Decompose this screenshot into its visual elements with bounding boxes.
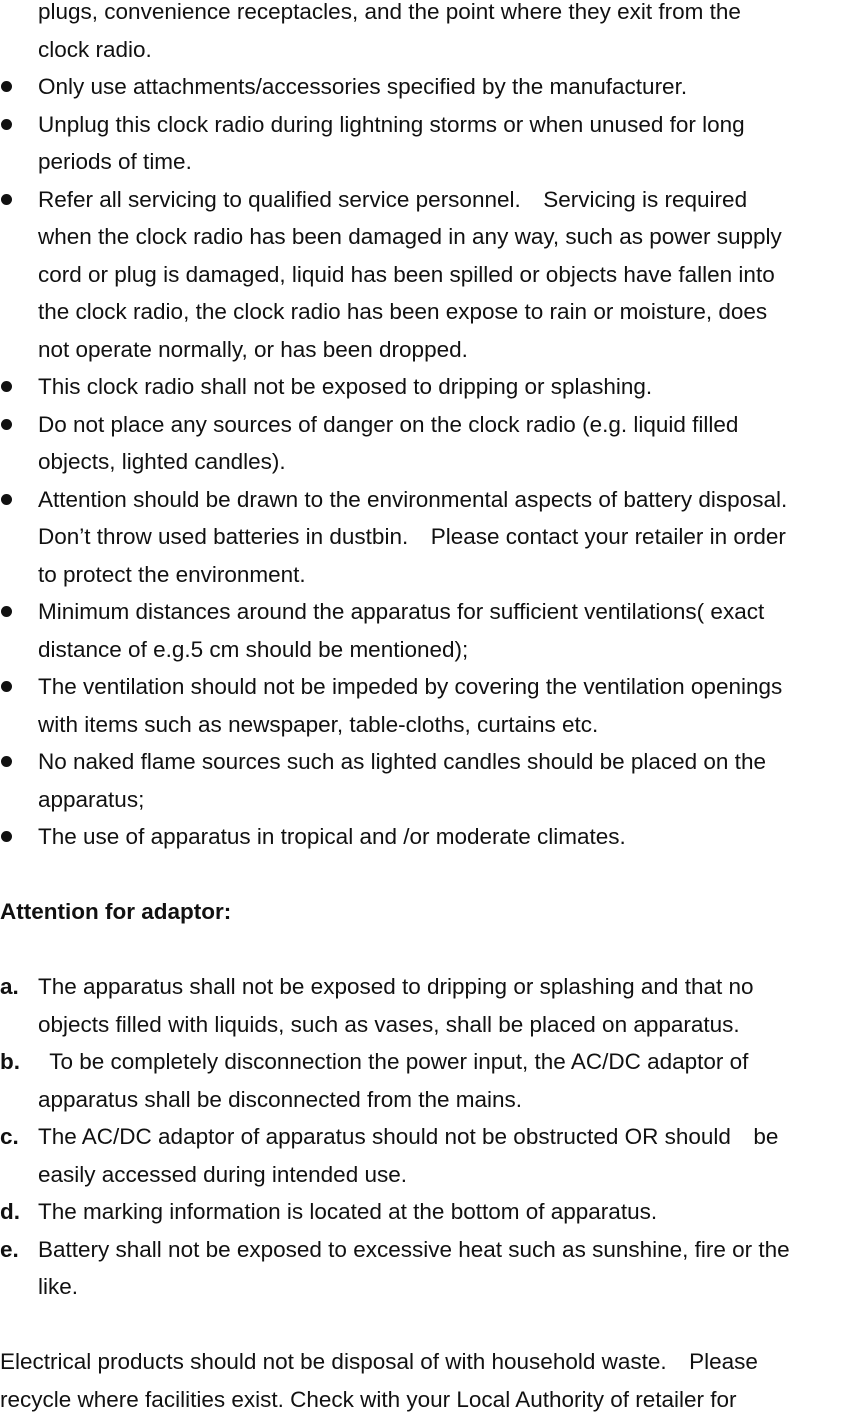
bullet-item <box>0 668 864 743</box>
item-letter: e. <box>0 1236 19 1262</box>
bullet-dot-icon <box>1 419 12 430</box>
text-line: like. <box>38 1274 79 1299</box>
bullet-dot-icon <box>1 831 12 842</box>
adaptor-item <box>0 1118 864 1193</box>
text-line: Attention should be drawn to the environmental aspects of battery disposal. <box>38 486 788 512</box>
continued-safety-text <box>0 0 864 68</box>
text-line: No naked flame sources such as lighted candles should be placed on the <box>38 749 766 774</box>
text-line: This clock radio shall not be exposed to dripping or splashing. <box>38 374 653 399</box>
text-line: The use of apparatus in tropical and /or moderate climates. <box>38 824 626 849</box>
bullet-item <box>0 368 864 406</box>
item-letter: b. <box>0 1049 20 1074</box>
adaptor-item <box>0 1193 864 1231</box>
text-line: easily accessed during intended use. <box>38 1161 407 1187</box>
text-line: Electrical products should not be disposal of with household waste. Please <box>0 1349 758 1374</box>
text-line: plugs, convenience receptacles, and the point where they exit from the <box>38 0 741 24</box>
spacer <box>0 856 864 894</box>
text-line: Minimum distances around the apparatus for sufficient ventilations( exact <box>38 599 765 624</box>
closing-paragraph <box>0 1343 864 1412</box>
bullet-item <box>0 743 864 818</box>
text-line: The ventilation should not be impeded by covering the ventilation openings <box>38 674 783 699</box>
text-line: cord or plug is damaged, liquid has been spilled or objects have fallen into <box>38 261 775 287</box>
bullet-dot-icon <box>1 81 12 92</box>
text-line: periods of time. <box>38 149 192 174</box>
text-line: clock radio. <box>38 36 152 62</box>
bullet-dot-icon <box>1 381 12 392</box>
text-line: Do not place any sources of danger on the clock radio (e.g. liquid filled <box>38 411 739 437</box>
bullet-item <box>0 106 864 181</box>
text-line: with items such as newspaper, table-cloths, curtains etc. <box>38 711 599 737</box>
text-line: when the clock radio has been damaged in any way, such as power supply <box>38 224 782 249</box>
bullet-item <box>0 818 864 856</box>
bullet-dot-icon <box>1 119 12 130</box>
spacer <box>0 931 864 969</box>
item-letter: c. <box>0 1124 19 1149</box>
bullet-item <box>0 593 864 668</box>
text-line: the clock radio, the clock radio has been expose to rain or moisture, does <box>38 299 768 324</box>
text-line: objects, lighted candles). <box>38 449 286 474</box>
text-line: to protect the environment. <box>38 561 306 587</box>
text-line: Unplug this clock radio during lightning storms or when unused for long <box>38 111 745 137</box>
text-line: apparatus; <box>38 786 145 812</box>
text-line: The marking information is located at the bottom of apparatus. <box>38 1199 658 1224</box>
bullet-dot-icon <box>1 194 12 205</box>
text-line: The apparatus shall not be exposed to dripping or splashing and that no <box>38 974 754 999</box>
text-line: not operate normally, or has been dropped. <box>38 336 468 362</box>
bullet-item <box>0 68 864 106</box>
bullet-dot-icon <box>1 606 12 617</box>
text-line: The AC/DC adaptor of apparatus should not be obstructed OR should be <box>38 1124 779 1149</box>
text-line: Don’t throw used batteries in dustbin. Please contact your retailer in order <box>38 524 786 549</box>
bullet-item <box>0 181 864 369</box>
text-line: apparatus shall be disconnected from the mains. <box>38 1086 523 1112</box>
text-line: Refer all servicing to qualified service personnel. Servicing is required <box>38 186 748 212</box>
text-line: Only use attachments/accessories specified by the manufacturer. <box>38 74 688 99</box>
adaptor-item <box>0 1043 864 1118</box>
adaptor-heading: Attention for adaptor: <box>0 899 232 924</box>
bullet-dot-icon <box>1 494 12 505</box>
text-line: recycle where facilities exist. Check with your Local Authority of retailer for <box>0 1386 737 1412</box>
adaptor-item <box>0 968 864 1043</box>
item-letter: d. <box>0 1199 20 1224</box>
spacer <box>0 1306 864 1344</box>
adaptor-item <box>0 1231 864 1306</box>
text-line: Battery shall not be exposed to excessive heat such as sunshine, fire or the <box>38 1236 790 1262</box>
item-letter: a. <box>0 974 19 999</box>
bullet-item <box>0 481 864 594</box>
bullet-item <box>0 406 864 481</box>
bullet-dot-icon <box>1 756 12 767</box>
text-line: distance of e.g.5 cm should be mentioned); <box>38 636 469 662</box>
bullet-dot-icon <box>1 681 12 692</box>
text-line: To be completely disconnection the power input, the AC/DC adaptor of <box>38 1049 749 1074</box>
text-line: objects filled with liquids, such as vases, shall be placed on apparatus. <box>38 1011 740 1037</box>
